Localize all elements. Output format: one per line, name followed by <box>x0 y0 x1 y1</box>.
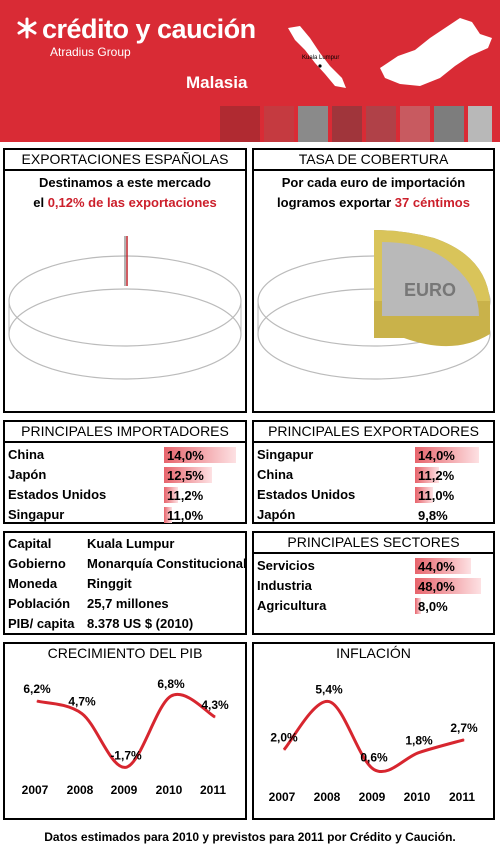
list-item: Servicios 44,0% <box>254 556 493 576</box>
importadores-panel <box>3 420 247 524</box>
x-tick-label: 2007 <box>21 783 49 797</box>
data-label: 0,6% <box>360 750 388 765</box>
list-item: Japón 9,8% <box>257 507 448 523</box>
x-tick-label: 2009 <box>358 790 386 804</box>
pib-line-chart <box>5 666 245 816</box>
data-label: 4,7% <box>68 694 96 709</box>
info-row-gobierno: Gobierno Monarquía Constitucional <box>8 556 247 571</box>
x-tick-label: 2009 <box>110 783 138 797</box>
logo-star-icon <box>16 17 38 39</box>
list-item: Japón 12,5% <box>5 465 245 485</box>
data-point <box>82 713 83 714</box>
list-item: Estados Unidos 11,0% <box>257 487 455 503</box>
info-row-pib-capita: PIB/ capita 8.378 US $ (2010) <box>8 616 194 631</box>
data-label: 6,2% <box>23 682 51 697</box>
list-item: China 14,0% <box>5 445 245 465</box>
pib-title: CRECIMIENTO DEL PIB <box>47 645 203 661</box>
inflacion-title: INFLACIÓN <box>336 645 411 661</box>
list-item: Agricultura 8,0% <box>257 598 448 614</box>
x-tick-label: 2010 <box>403 790 431 804</box>
map-capital-label: Kuala Lumpur <box>302 55 340 61</box>
x-tick-label: 2008 <box>66 783 94 797</box>
decorative-stripes <box>220 106 500 142</box>
header-banner <box>0 0 500 142</box>
data-label: 6,8% <box>157 677 185 692</box>
x-tick-label: 2007 <box>268 790 296 804</box>
euro-coin-pie <box>254 216 494 406</box>
country-title: Malasia <box>186 73 248 92</box>
exportaciones-title: EXPORTACIONES ESPAÑOLAS <box>5 150 245 171</box>
info-row-moneda: Moneda Ringgit <box>8 576 132 591</box>
exportaciones-text: Destinamos a este mercado el 0,12% de las exportaciones <box>33 175 217 210</box>
data-label: 2,7% <box>450 720 478 735</box>
data-point <box>329 701 330 702</box>
list-item: Industria 48,0% <box>254 576 493 596</box>
x-tick-label: 2010 <box>155 783 183 797</box>
svg-text:EURO: EURO <box>404 280 457 300</box>
inflacion-line-chart <box>254 666 494 816</box>
exportaciones-panel <box>3 148 247 413</box>
data-label: -1,7% <box>110 748 142 763</box>
list-item: Singapur 11,0% <box>8 507 204 523</box>
cobertura-text: Por cada euro de importación logramos exportar 37 céntimos <box>277 175 470 210</box>
x-tick-label: 2008 <box>313 790 341 804</box>
export-share-pie <box>5 216 245 406</box>
sectores-title: PRINCIPALES SECTORES <box>254 533 493 554</box>
cobertura-panel <box>252 148 495 413</box>
cobertura-title: TASA DE COBERTURA <box>254 150 493 171</box>
x-tick-label: 2011 <box>448 790 476 804</box>
brand-subtitle: Atradius Group <box>50 45 131 59</box>
data-point <box>171 696 172 697</box>
x-tick-label: 2011 <box>199 783 227 797</box>
info-row-poblacion: Población 25,7 millones <box>8 596 169 611</box>
data-label: 2,0% <box>270 730 298 745</box>
data-point <box>37 701 38 702</box>
sectores-panel <box>252 531 495 635</box>
export-share-highlight: 0,12% de las exportaciones <box>47 195 217 210</box>
pib-panel <box>3 642 247 820</box>
cobertura-highlight: 37 céntimos <box>394 195 470 210</box>
list-item: Estados Unidos 11,2% <box>8 487 204 503</box>
ficha-panel <box>3 531 247 635</box>
data-label: 5,4% <box>315 682 343 697</box>
footer-note: Datos estimados para 2010 y previstos para 2011 por Crédito y Caución. <box>44 830 456 844</box>
list-item: Singapur 14,0% <box>254 445 493 465</box>
list-item: China 11,2% <box>257 467 455 483</box>
data-point <box>215 717 216 718</box>
brand-logo: crédito y caución <box>42 14 256 44</box>
data-point <box>374 769 375 770</box>
exportadores-panel <box>252 420 495 524</box>
data-label: 1,8% <box>405 733 433 748</box>
data-point <box>464 739 465 740</box>
inflacion-panel <box>252 642 495 820</box>
exportadores-title: PRINCIPALES EXPORTADORES <box>254 422 493 443</box>
data-point <box>419 752 420 753</box>
info-row-capital: Capital Kuala Lumpur <box>8 536 175 551</box>
data-label: 4,3% <box>201 698 229 713</box>
importadores-title: PRINCIPALES IMPORTADORES <box>5 422 245 443</box>
data-point <box>284 749 285 750</box>
data-point <box>126 767 127 768</box>
